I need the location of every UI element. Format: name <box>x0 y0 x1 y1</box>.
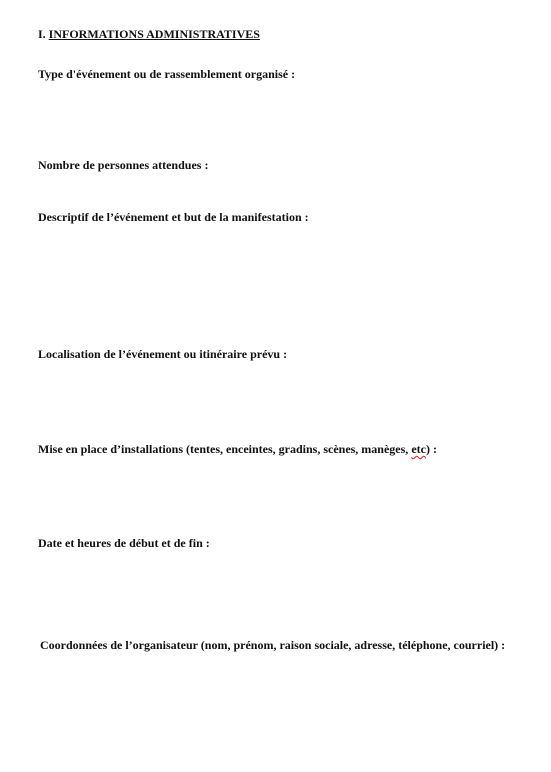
field-label-installations <box>38 442 437 456</box>
section-heading <box>38 27 260 41</box>
field-label-type-evenement: Type d'événement ou de rassemblement organisé : <box>38 67 296 81</box>
field-label-nombre-personnes: Nombre de personnes attendues : <box>38 158 209 172</box>
field-label-dates: Date et heures de début et de fin : <box>38 536 210 550</box>
installations-text-end: ) : <box>425 442 437 456</box>
field-label-descriptif: Descriptif de l’événement et but de la manifestation : <box>38 210 309 224</box>
installations-text: Mise en place d’installations (tentes, enceintes, gradins, scènes, manèges, <box>38 442 412 456</box>
section-number: I. <box>38 27 46 41</box>
spellcheck-word[interactable]: etc <box>411 442 426 456</box>
section-title: INFORMATIONS ADMINISTRATIVES <box>48 27 260 41</box>
field-label-coordonnees: Coordonnées de l’organisateur (nom, prénom, raison sociale, adresse, téléphone, courriel) : <box>40 638 506 652</box>
field-label-localisation: Localisation de l’événement ou itinéraire prévu : <box>38 347 288 361</box>
